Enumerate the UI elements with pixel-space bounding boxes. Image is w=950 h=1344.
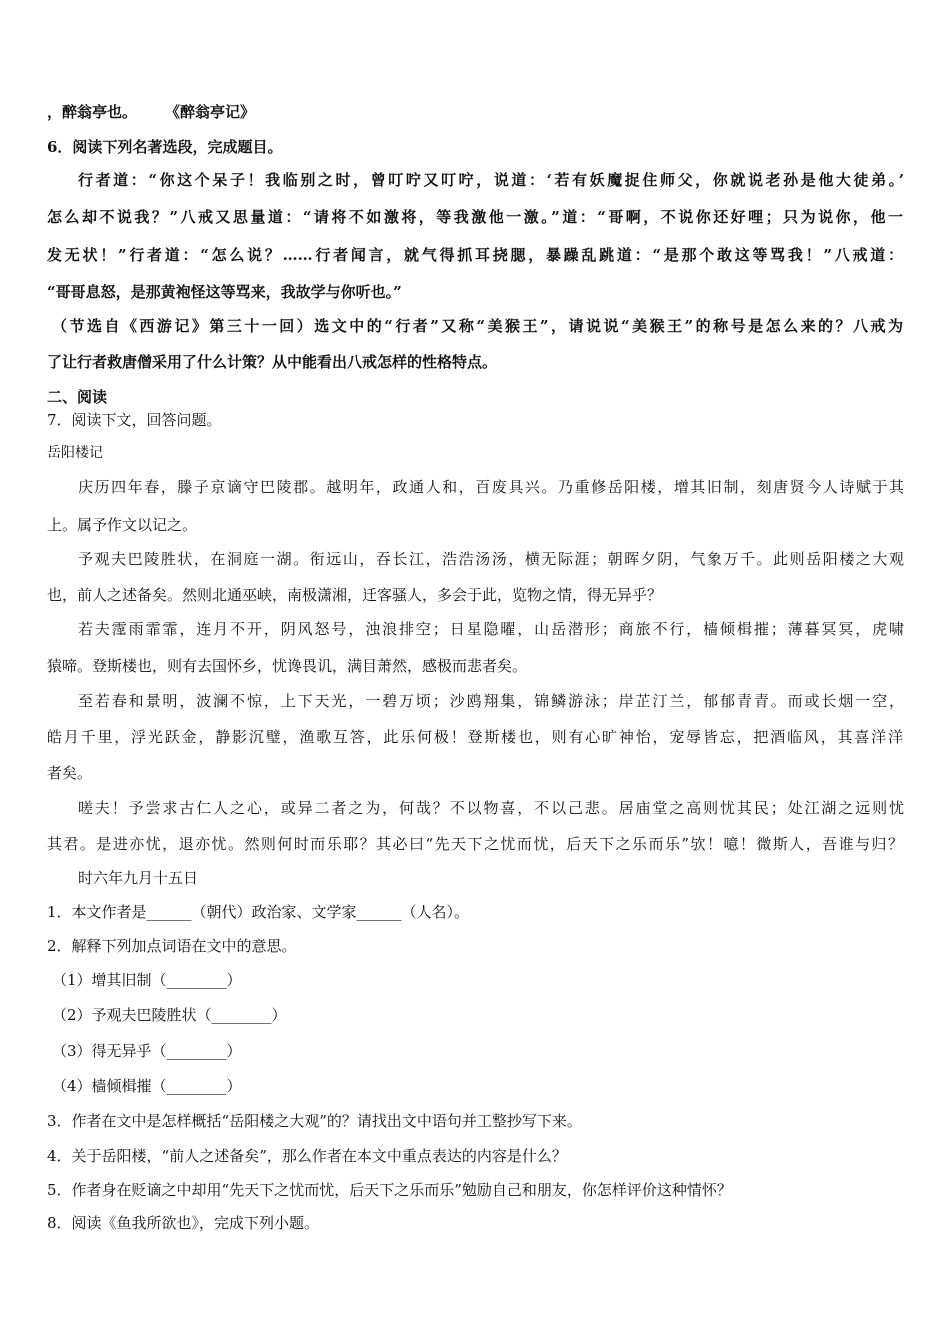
q6-passage-line: 行者道：“你这个呆子！我临别之时，曾叮咛又叮咛，说道：‘若有妖魔捉住师父，你就说老孙是他大徒弟。’ bbox=[78, 171, 904, 189]
question-subitem: （3）得无异乎（________） bbox=[52, 1042, 242, 1060]
passage-line: 至若春和景明，波澜不惊，上下天光，一碧万顷；沙鸥翔集，锦鳞游泳；岸芷汀兰，郁郁青青。而或长烟一空， bbox=[78, 692, 904, 710]
question-item: 5．作者身在贬谪之中却用“先天下之忧而忧，后天下之乐而乐”勉励自己和朋友，你怎样评价这种情怀？ bbox=[47, 1181, 732, 1199]
q6-passage-line: “哥哥息怒，是那黄袍怪这等骂来，我故学与你听也。” bbox=[47, 283, 402, 301]
passage-line: 者矣。 bbox=[47, 764, 93, 782]
passage-line: 嗟夫！予尝求古仁人之心，或异二者之为，何哉？不以物喜，不以己悲。居庙堂之高则忧其民；处江湖之远则忧 bbox=[78, 799, 904, 817]
excerpt-source: 《醉翁亭记》 bbox=[165, 103, 256, 121]
excerpt-end bbox=[47, 102, 255, 122]
passage-date: 时六年九月十五日 bbox=[78, 869, 199, 887]
excerpt-end-line: ，醉翁亭也。 bbox=[47, 103, 138, 121]
passage-title: 岳阳楼记 bbox=[47, 445, 103, 461]
q6-passage-line: 怎么却不说我？”八戒又思量道：“请将不如激将，等我激他一激。”道：“哥啊，不说你还好哩；只为说你，他一 bbox=[47, 208, 903, 226]
passage-line: 皓月千里，浮光跃金，静影沉璧，渔歌互答，此乐何极！登斯楼也，则有心旷神怡，宠辱皆忘，把酒临风，其喜洋洋 bbox=[47, 728, 903, 746]
question-subitem: （4）樯倾楫摧（________） bbox=[52, 1077, 242, 1095]
q7-prompt: 7．阅读下文，回答问题。 bbox=[47, 411, 222, 429]
section-heading: 二、阅读 bbox=[47, 388, 108, 406]
question-item: 3．作者在文中是怎样概括“岳阳楼之大观”的？请找出文中语句并工整抄写下来。 bbox=[47, 1112, 582, 1130]
passage-line: 予观夫巴陵胜状，在洞庭一湖。衔远山，吞长江，浩浩汤汤，横无际涯；朝晖夕阴，气象万千。此则岳阳楼之大观 bbox=[78, 550, 904, 568]
passage-line: 上。属予作文以记之。 bbox=[47, 516, 198, 534]
q6-question-line: （节选自《西游记》第三十一回）选文中的“行者”又称“美猴王”，请说说“美猴王”的称号是怎么来的？八戒为 bbox=[52, 317, 903, 335]
passage-line: 其君。是进亦忧，退亦忧。然则何时而乐耶？其必曰“先天下之忧而忧，后天下之乐而乐”欤！噫！微斯人，吾谁与归？ bbox=[47, 835, 903, 853]
question-subitem: （1）增其旧制（________） bbox=[52, 971, 242, 989]
q6-passage-line: 发无状！”行者道：“怎么说？……行者闻言，就气得抓耳挠腮，暴躁乱跳道：“是那个敢这等骂我！”八戒道： bbox=[47, 246, 903, 264]
q6-question-line: 了让行者救唐僧采用了什么计策？从中能看出八戒怎样的性格特点。 bbox=[47, 353, 498, 371]
q8-prompt: 8．阅读《鱼我所欲也》，完成下列小题。 bbox=[47, 1214, 320, 1232]
question-item: 2．解释下列加点词语在文中的意思。 bbox=[47, 937, 297, 955]
question-item: 4．关于岳阳楼，“前人之述备矣”，那么作者在本文中重点表达的内容是什么？ bbox=[47, 1147, 567, 1165]
passage-line: 庆历四年春，滕子京谪守巴陵郡。越明年，政通人和，百废具兴。乃重修岳阳楼，增其旧制，刻唐贤今人诗赋于其 bbox=[78, 478, 904, 496]
question-subitem: （2）予观夫巴陵胜状（________） bbox=[52, 1006, 287, 1024]
q6-prompt: 6．阅读下列名著选段，完成题目。 bbox=[47, 138, 283, 156]
question-item: 1．本文作者是______（朝代）政治家、文学家______（人名）。 bbox=[47, 903, 470, 921]
passage-line: 若夫霪雨霏霏，连月不开，阴风怒号，浊浪排空；日星隐曜，山岳潜形；商旅不行，樯倾楫摧；薄暮冥冥，虎啸 bbox=[78, 620, 904, 638]
passage-line: 也，前人之述备矣。然则北通巫峡，南极潇湘，迁客骚人，多会于此，览物之情，得无异乎？ bbox=[47, 586, 663, 604]
passage-line: 猿啼。登斯楼也，则有去国怀乡，忧谗畏讥，满目萧然，感极而悲者矣。 bbox=[47, 657, 528, 675]
